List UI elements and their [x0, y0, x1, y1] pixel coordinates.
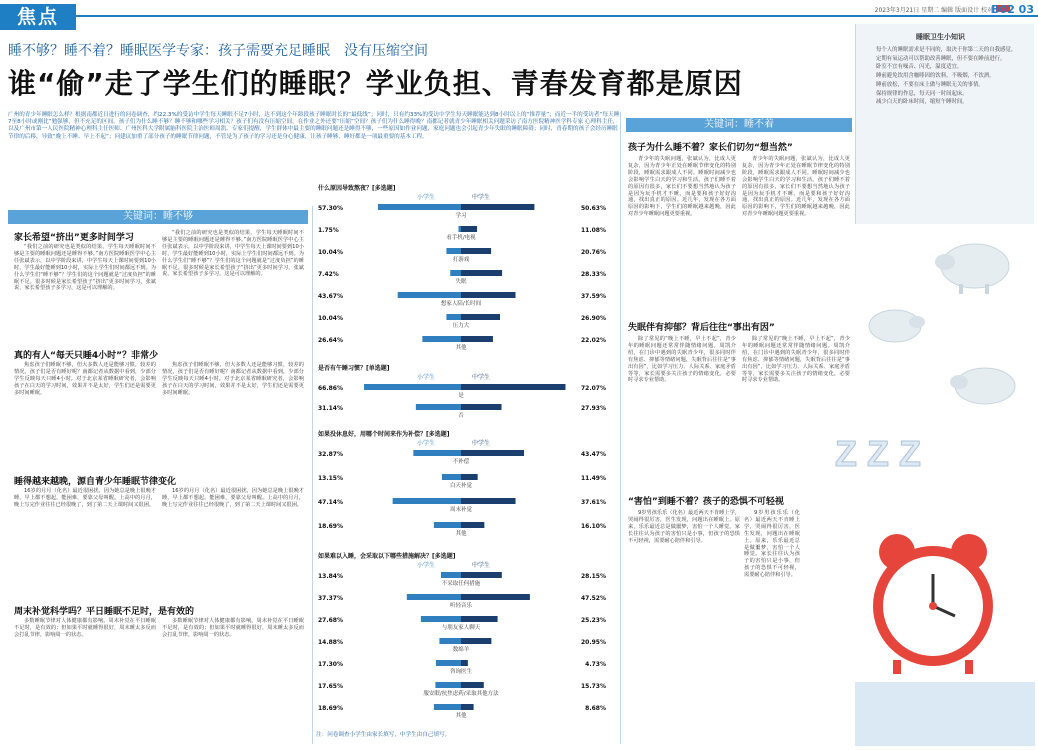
value-label-secondary: 47.52% [581, 595, 606, 602]
value-label-primary: 37.37% [318, 595, 343, 602]
value-label-secondary: 37.61% [581, 499, 606, 506]
bar-secondary [461, 616, 498, 622]
category-label: 否 [458, 413, 464, 419]
bar-primary [436, 660, 461, 666]
bar-secondary [461, 270, 502, 276]
value-label-primary: 66.86% [318, 385, 343, 392]
sidebar-title: 睡眠卫生小知识 [916, 33, 965, 41]
column-text: 9岁男孩乐乐（化名）最近两天不肯睡上学，哭闹得很厉害，医生发现，问题出在睡眠上。原来，乐乐最近总是做噩梦，害怕一个人睡觉。家长往往认为孩子的害怕只是小事，但孩子的恐惧不可轻视，需要耐心陪伴和引导。 [628, 510, 740, 544]
keyword-band-left: 关键词：睡不够 [8, 210, 308, 224]
bar-secondary [461, 594, 530, 600]
tip-item: 睡前放松，不要在床上做与睡眠无关的事情。 [876, 81, 984, 88]
chart-footnote: 注：问卷调查小学生由家长填写，中学生由自己填写。 [316, 732, 451, 738]
bar-primary [446, 248, 461, 254]
value-label-primary: 7.42% [318, 271, 339, 278]
category-label: 看手机/电视 [446, 235, 476, 241]
bar-secondary [461, 314, 500, 320]
bar-primary [364, 384, 461, 390]
column-text: 焦虑孩子们睡眠不够，但大多数人还是能够习惯，较差的情况，孩子们是否有睡好呢？南都记者从数据中看到，少部分学生反映每天只睡4小时。对于北京某省睡眠研究者，会影响孩子在白天的学习时间，效果并不是太好，学生们还是需要更多时间睡眠。 [162, 362, 304, 396]
category-label: 数绵羊 [452, 647, 470, 653]
category-label: 服安眠/抗焦虑药/采取其他方法 [423, 691, 499, 697]
page-number: B02 03 [991, 3, 1034, 16]
value-label-primary: 13.84% [318, 573, 343, 580]
column-text: 青少年的失眠问题，张斌认为，比成人更复杂，因为青少年正处在睡眠节律变化的特别阶段，睡眠需求跟成人不同。睡眠时间减少也会影响学生白天的学习和生活。孩子们睡不着的原因有很多，家长们不要想当然地认为孩子是因为玩手机才不睡，而是要和孩子好好沟通，找出真正的原因。近几年，发现在各方面原因的影响下，学生们的睡眠越来越晚，因此对青少年睡眠问题更要重视。 [742, 156, 850, 218]
section-heading: 孩子为什么睡不着？家长们切勿“想当然” [628, 143, 793, 153]
column-text: 16岁的月月（化名）最近很困扰，因为她总是晚上很晚才睡，早上都不想起，能困难，要靠父母叫醒。上高中的月月，晚上写完作业往往已经很晚了，到了第二天上课时间又很困。 [14, 488, 156, 508]
legend-primary: 小学生 [416, 374, 436, 381]
column-text: 除了常见的“晚上不睡，早上不起”，青少年的睡眠问题还常常伴随情绪问题。周凯介绍，在门诊中遇到的失眠青少年，很多同时伴有焦虑、抑郁等情绪问题，失眠背后往往是“事出有因”，比如学习压力、人际关系、家庭矛盾等等，家长需要多关注孩子的情绪变化，必要时寻求专业帮助。 [742, 336, 850, 384]
sheep-icon [869, 310, 925, 342]
chart-title: 如果难以入睡，会采取以下哪些措施解决？[多选题] [318, 553, 456, 560]
bar-secondary [461, 204, 534, 210]
value-label-primary: 43.67% [318, 293, 343, 300]
article-title: 谁“偷”走了学生们的睡眠？学业负担、青春发育都是原因 [8, 67, 743, 100]
sleep-tips-box [855, 24, 1034, 224]
legend-secondary: 中学生 [471, 194, 491, 201]
value-label-secondary: 28.15% [581, 573, 606, 580]
article-intro: 广州的青少年睡眠怎么样？根据南都近日进行的问卷调查，约22.3%的受访中学生每天睡眠不足7小时，达不到这个年龄段孩子睡眠时长的“最低线”；同时，只有约33%的受访中学生每天睡眠能达到8小时以上的“推荐量”；而近一半的受访者“每天睡7至8小时或刚比”勉强够，但不充足的区间。孩子们为什么睡不够？睡不够和哪些学习相关？孩子们有没有压缩空间，在作业之外还要“压缩”空间？孩子们为什么睡得晚？南都记者就青少年睡眠相关问题采访了南方医院精神医学科专家 心理科主任，以及广州市第一人民医院精神心理科主任医师、广州医科大学附属脑科医院主治医师周凯。专家们提醒，学生群体中最主要的睡眠问题还是睡得不够，一些原因如作业问题、家庭问题也会引起青少年失眠的睡眠障碍；同时，青春期的孩子会经历睡眠节律的后移，导致“晚上不睡、早上不起”；问建议加重了部分孩子的睡眠节律问题，不管是为了孩子的学习还是身心健康，让孩子睡够、睡好都是一项最重要的基本工程。 [8, 112, 620, 140]
value-label-secondary: 25.23% [581, 617, 606, 624]
value-label-secondary: 37.59% [581, 293, 606, 300]
value-label-primary: 10.04% [318, 249, 343, 256]
bar-secondary [461, 292, 516, 298]
bar-primary [422, 336, 461, 342]
tip-item: 每个人的睡眠需求是不同的，取决于你第二天的自我感觉。 [876, 47, 1017, 53]
bar-primary [439, 638, 461, 644]
category-label: 压力大 [452, 323, 470, 329]
column-text: 16岁的月月（化名）最近很困扰，因为她总是晚上很晚才睡，早上都不想起，能困难，要靠父母叫醒。上高中的月月，晚上写完作业往往已经很晚了，到了第二天上课时间又很困。 [162, 488, 304, 508]
value-label-primary: 17.65% [318, 683, 343, 690]
bar-secondary [461, 384, 566, 390]
bar-primary [434, 522, 461, 528]
column-text: “我们之前的研究也是类似的结果，学生每天睡眠时间不够是主要的睡眠问题还是睡得不够。”南方医院睡眠医学中心主任张斌表示，以中学阶段来讲，中学生每天上课时间要到10小时，学生最好能睡到10小时，实际上学生们时间都远不到。为什么学生们“睡不够”？学生们的这个问题就是“过度负担”的睡眠不足。很多时候是家长希望孩子“挤出”更多时间学习，张斌说，家长希望孩子多学习，这是可以理解的。 [14, 244, 156, 292]
bar-primary [398, 292, 461, 298]
category-label: 学习 [455, 213, 467, 219]
bar-secondary [461, 522, 484, 528]
bar-primary [407, 594, 461, 600]
category-label: 其他 [455, 713, 467, 719]
value-label-primary: 17.30% [318, 661, 343, 668]
column-text: 9岁男孩乐乐（化名）最近两天不肯睡上学，哭闹得很厉害，医生发现，问题出在睡眠上。原来，乐乐最近总是做噩梦，害怕一个人睡觉。家长往往认为孩子的害怕只是小事，但孩子的恐惧不可轻视，需要耐心陪伴和引导。 [744, 510, 800, 579]
category-label: 咨询医生 [449, 669, 473, 675]
column-rule [620, 112, 621, 744]
column-text: 青少年的失眠问题，张斌认为，比成人更复杂，因为青少年正处在睡眠节律变化的特别阶段，睡眠需求跟成人不同。睡眠时间减少也会影响学生白天的学习和生活。孩子们睡不着的原因有很多，家长们不要想当然地认为孩子是因为玩手机才不睡，而是要和孩子好好沟通，找出真正的原因。近几年，发现在各方面原因的影响下，学生们的睡眠越来越晚，因此对青少年睡眠问题更要重视。 [628, 156, 736, 218]
value-label-primary: 18.69% [318, 705, 343, 712]
bar-secondary [461, 572, 502, 578]
tip-item: 定期有氧运动可以帮助改善睡眠，但不要在睡前进行。 [876, 55, 1006, 62]
category-label: 不补偿 [452, 459, 470, 465]
bar-primary [458, 226, 461, 232]
value-label-secondary: 22.02% [581, 337, 606, 344]
section-heading: 真的有人“每天只睡4小时”？非常少 [14, 351, 159, 361]
bar-primary [413, 450, 461, 456]
section-heading: “害怕”到睡不着？孩子的恐惧不可轻视 [628, 497, 784, 507]
value-label-secondary: 27.93% [581, 405, 606, 412]
dateline: 2023年3月21日 星期二 编辑 版面设计 校对 [874, 7, 993, 14]
alarm-clock-icon [873, 534, 993, 674]
sheep-icon [935, 244, 1009, 294]
category-label: 打游戏 [452, 257, 470, 263]
category-label: 听轻音乐 [449, 603, 473, 609]
bar-primary [434, 704, 461, 710]
category-label: 失眠 [455, 279, 467, 285]
value-label-secondary: 15.73% [581, 683, 606, 690]
value-label-secondary: 20.76% [581, 249, 606, 256]
value-label-secondary: 11.49% [581, 475, 606, 482]
tip-item: 减少白天的卧床时间，缩短午睡时间。 [876, 99, 968, 106]
value-label-secondary: 20.95% [581, 639, 606, 646]
bar-secondary [461, 226, 477, 232]
tip-item: 睡前避免饮用含咖啡因的饮料，不吸烟，不饮酒。 [876, 73, 995, 80]
tips-list [866, 46, 1026, 107]
legend-primary: 小学生 [416, 562, 436, 569]
value-label-secondary: 28.33% [581, 271, 606, 278]
value-label-primary: 14.88% [318, 639, 343, 646]
bar-secondary [461, 336, 493, 342]
legend-secondary: 中学生 [471, 440, 491, 447]
value-label-primary: 57.30% [318, 205, 343, 212]
article-subtitle: 睡不够？睡不着？睡眠医学专家：孩子需要充足睡眠 没有压缩空间 [8, 43, 428, 59]
column-text: “我们之前的研究也是类似的结果，学生每天睡眠时间不够是主要的睡眠问题还是睡得不够。”南方医院睡眠医学中心主任张斌表示，以中学阶段来讲，中学生每天上课时间要到10小时，学生最好能睡到10小时，实际上学生们时间都远不到。为什么学生们“睡不够”？学生们的这个问题就是“过度负担”的睡眠不足。很多时候是家长希望孩子“挤出”更多时间学习，张斌说，家长希望孩子多学习，这是可以理解的。 [162, 230, 304, 278]
value-label-secondary: 11.08% [581, 227, 606, 234]
value-label-secondary: 4.73% [585, 661, 606, 668]
bed-pillow [855, 682, 1035, 746]
survey-charts [316, 184, 616, 750]
value-label-primary: 26.64% [318, 337, 343, 344]
bar-secondary [461, 704, 474, 710]
value-label-secondary: 8.68% [585, 705, 606, 712]
value-label-primary: 18.69% [318, 523, 343, 530]
section-heading: 失眠伴有抑郁？背后往往“事出有因” [628, 323, 775, 333]
snore-text: Z Z Z [835, 433, 921, 474]
bar-secondary [461, 404, 501, 410]
bar-secondary [461, 682, 484, 688]
bar-primary [378, 204, 461, 210]
sheep-icon [950, 368, 1015, 404]
category-label: 白天补觉 [449, 483, 473, 489]
value-label-secondary: 43.47% [581, 451, 606, 458]
value-label-secondary: 72.07% [581, 385, 606, 392]
bar-secondary [461, 660, 468, 666]
section-heading: 睡得越来越晚，源自青少年睡眠节律变化 [14, 477, 177, 487]
chart-title: 是否有午睡习惯？[单选题] [318, 365, 390, 372]
bar-secondary [461, 248, 491, 254]
value-label-primary: 47.14% [318, 499, 343, 506]
bar-secondary [461, 638, 491, 644]
chart-title: 如果没休息好，用哪个时间来作为补偿？[多选题] [318, 431, 450, 438]
value-label-secondary: 50.63% [581, 205, 606, 212]
bar-primary [442, 474, 461, 480]
column-text: 多数睡眠节律对人体健康都有影响。周末补觉在平日睡眠不足时，是有效的；但如果平时就睡得很好，周末睡太多反而会打乱节律，影响周一的状态。 [14, 618, 156, 638]
tip-item: 保持规律的作息，每天同一时间起床。 [876, 90, 968, 97]
section-heading: 周末补觉科学吗？平日睡眠不足时，是有效的 [14, 607, 195, 617]
category-label: 周末补觉 [449, 507, 473, 513]
category-label: 其他 [455, 345, 467, 351]
section-logo: 焦点 [0, 4, 76, 30]
value-label-primary: 31.14% [318, 405, 343, 412]
legend-primary: 小学生 [416, 440, 436, 447]
column-text: 除了常见的“晚上不睡，早上不起”，青少年的睡眠问题还常常伴随情绪问题。周凯介绍，在门诊中遇到的失眠青少年，很多同时伴有焦虑、抑郁等情绪问题，失眠背后往往是“事出有因”，比如学习压力、人际关系、家庭矛盾等等，家长需要多关注孩子的情绪变化，必要时寻求专业帮助。 [628, 336, 736, 384]
category-label: 是 [458, 393, 464, 399]
keyword-band-right: 关键词：睡不着 [626, 118, 852, 132]
bar-primary [393, 498, 461, 504]
value-label-primary: 1.75% [318, 227, 339, 234]
value-label-primary: 27.68% [318, 617, 343, 624]
column-text: 焦虑孩子们睡眠不够，但大多数人还是能够习惯，较差的情况，孩子们是否有睡好呢？南都记者从数据中看到，少部分学生反映每天只睡4小时。对于北京某省睡眠研究者，会影响孩子在白天的学习时间，效果并不是太好，学生们还是需要更多时间睡眠。 [14, 362, 156, 396]
bar-primary [421, 616, 461, 622]
chart-title: 什么原因导致熬夜？[多选题] [318, 185, 396, 192]
section-heading: 家长希望“挤出”更多时间学习 [14, 233, 134, 243]
bar-secondary [461, 474, 478, 480]
bar-primary [416, 404, 461, 410]
column-text: 多数睡眠节律对人体健康都有影响。周末补觉在平日睡眠不足时，是有效的；但如果平时就睡得很好，周末睡太多反而会打乱节律，影响周一的状态。 [162, 618, 304, 638]
legend-secondary: 中学生 [471, 374, 491, 381]
category-label: 与朋友家人聊天 [441, 625, 481, 631]
category-label: 其他 [455, 531, 467, 537]
value-label-secondary: 16.10% [581, 523, 606, 530]
bar-primary [441, 572, 461, 578]
value-label-secondary: 26.90% [581, 315, 606, 322]
sleep-illustration [835, 226, 1035, 746]
value-label-primary: 13.15% [318, 475, 343, 482]
column-rule [312, 206, 313, 744]
legend-secondary: 中学生 [471, 562, 491, 569]
value-label-primary: 32.87% [318, 451, 343, 458]
bar-secondary [461, 498, 516, 504]
category-label: 不采取任何措施 [441, 581, 481, 587]
legend-primary: 小学生 [416, 194, 436, 201]
tip-item: 卧室不宜有噪音、闪光，温度适宜。 [876, 64, 963, 71]
category-label: 想家人陪/长时间 [440, 301, 482, 307]
bar-secondary [461, 450, 524, 456]
bar-primary [435, 682, 461, 688]
masthead-rule [76, 15, 1038, 17]
value-label-primary: 10.04% [318, 315, 343, 322]
bar-primary [450, 270, 461, 276]
bar-primary [446, 314, 461, 320]
